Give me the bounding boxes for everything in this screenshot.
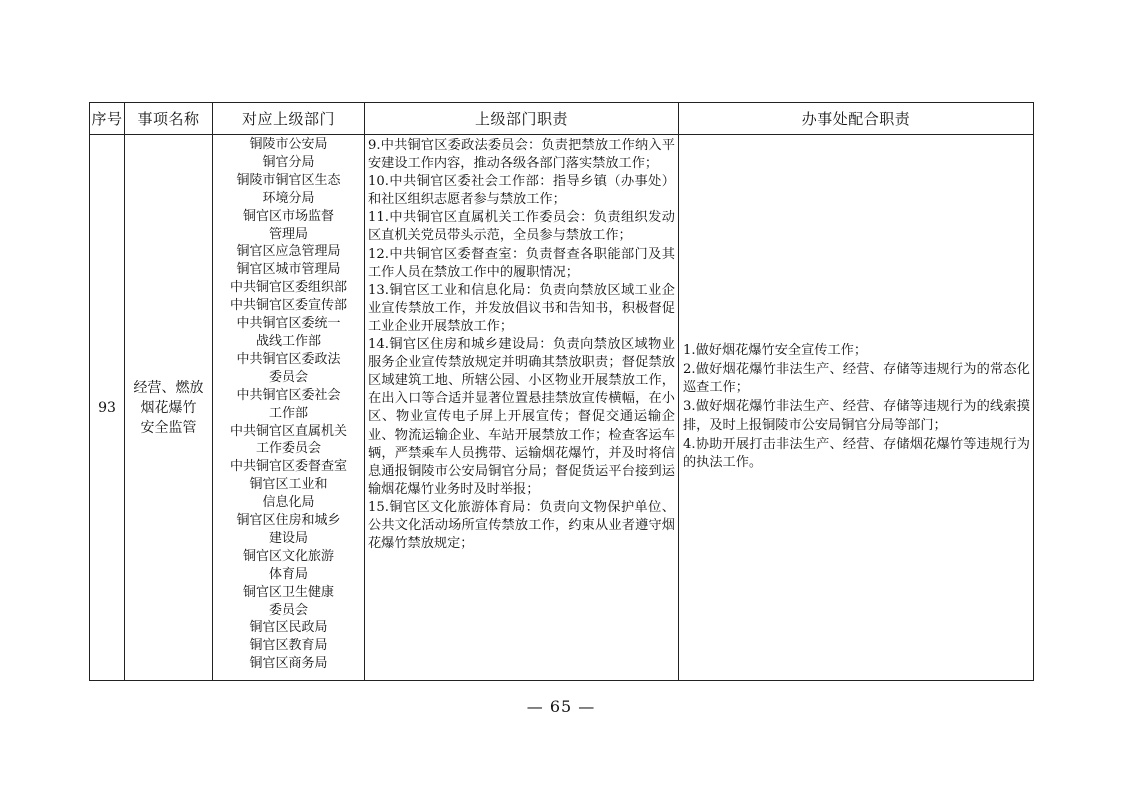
row-item-name [125, 135, 213, 681]
department-line: 铜陵市公安局 [249, 137, 328, 152]
department-line: 中共铜官区委社会 [236, 387, 341, 403]
department-line: 工作部 [268, 405, 308, 421]
department-line: 铜官区应急管理局 [236, 244, 341, 260]
department-line: 铜官区工业和 [249, 477, 328, 493]
responsibility-item: 13.铜官区工业和信息化局：负责向禁放区域工业企业宣传禁放工作，并发放倡议书和告知书，积极督促工业企业开展禁放工作； [368, 282, 675, 334]
department-line: 体育局 [268, 566, 308, 582]
row-serial-number: 93 [90, 135, 125, 681]
row-cooperation-list [679, 135, 1034, 681]
responsibility-item: 9.中共铜官区委政法委员会：负责把禁放工作纳入平安建设工作内容，推动各级各部门落实禁放工作； [368, 138, 675, 172]
department-line: 中共铜官区委宣传部 [229, 298, 347, 314]
cooperation-item: 4.协助开展打击非法生产、经营、存储烟花爆竹等违规行为的执法工作。 [683, 436, 1030, 471]
table-row [90, 135, 1034, 681]
department-line: 委员会 [268, 369, 308, 385]
header-superior-department: 对应上级部门 [213, 103, 365, 135]
responsibility-item: 12.中共铜官区委督查室：负责督查各职能部门及其工作人员在禁放工作中的履职情况； [368, 246, 675, 280]
department-line: 铜官区住房和城乡 [236, 513, 341, 529]
responsibility-item: 10.中共铜官区委社会工作部：指导乡镇（办事处）和社区组织志愿者参与禁放工作； [368, 174, 675, 208]
header-serial-number: 序号 [90, 103, 125, 135]
department-line: 中共铜官区直属机关 [229, 423, 347, 439]
table-header-row [90, 103, 1034, 135]
header-superior-responsibilities: 上级部门职责 [365, 103, 679, 135]
item-name-line: 烟花爆竹 [140, 399, 197, 416]
responsibility-item: 11.中共铜官区直属机关工作委员会：负责组织发动区直机关党员带头示范，全员参与禁放工作； [368, 210, 675, 244]
department-line: 管理局 [268, 226, 308, 242]
cooperation-item: 3.做好烟花爆竹非法生产、经营、存储等违规行为的线索摸排，及时上报铜陵市公安局铜官分局等部门； [683, 399, 1030, 433]
department-line: 中共铜官区委政法 [236, 351, 341, 367]
header-item-name: 事项名称 [125, 103, 213, 135]
department-line: 铜官分局 [262, 154, 315, 170]
cooperation-item: 1.做好烟花爆竹安全宣传工作； [683, 342, 868, 358]
responsibility-item: 15.铜官区文化旅游体育局：负责向文物保护单位、公共文化活动场所宣传禁放工作，约束从业者遵守烟花爆竹禁放规定； [368, 499, 675, 552]
department-line: 铜官区城市管理局 [236, 262, 341, 278]
responsibility-table [89, 102, 1034, 681]
department-line: 环境分局 [262, 190, 315, 206]
department-line: 工作委员会 [255, 441, 321, 457]
department-line: 中共铜官区委组织部 [229, 280, 347, 296]
department-line: 铜官区市场监督 [242, 208, 334, 224]
department-line: 建设局 [268, 530, 308, 546]
department-line: 铜官区教育局 [249, 638, 328, 654]
responsibility-item: 14.铜官区住房和城乡建设局：负责向禁放区域物业服务企业宣传禁放规定并明确其禁放职责；督促禁放区域建筑工地、所辖公园、小区物业开展禁放工作，在出入口等合适并显著位置悬挂禁放宣传横幅，在小区、物业宣传电子屏上开展宣传；督促交通运输企业、物流运输企业、车站开展禁放工作；检查客运车辆，严禁乘车人员携带、运输烟花爆竹，并及时将信息通报铜陵市公安局铜官分局；督促货运平台接到运输烟花爆竹业务时及时举报； [368, 337, 675, 497]
cooperation-item: 2.做好烟花爆竹非法生产、经营、存储等违规行为的常态化巡查工作； [683, 361, 1030, 396]
page-number: — 65 — [526, 697, 596, 716]
department-line: 铜官区卫生健康 [242, 584, 334, 600]
row-responsibility-list [365, 135, 679, 681]
department-line: 中共铜官区委统一 [236, 316, 341, 332]
department-line: 委员会 [268, 602, 308, 618]
department-line: 铜官区民政局 [249, 620, 328, 636]
department-line: 铜官区文化旅游 [242, 548, 334, 564]
item-name-line: 经营、燃放 [133, 379, 204, 396]
department-line: 战线工作部 [255, 333, 321, 349]
department-line: 铜官区商务局 [249, 656, 328, 672]
item-name-line: 安全监管 [140, 419, 197, 436]
department-line: 信息化局 [262, 495, 315, 511]
header-office-cooperation: 办事处配合职责 [679, 103, 1034, 135]
row-department-list [213, 135, 365, 681]
department-line: 铜陵市铜官区生态 [236, 172, 341, 188]
department-line: 中共铜官区委督查室 [229, 459, 347, 475]
